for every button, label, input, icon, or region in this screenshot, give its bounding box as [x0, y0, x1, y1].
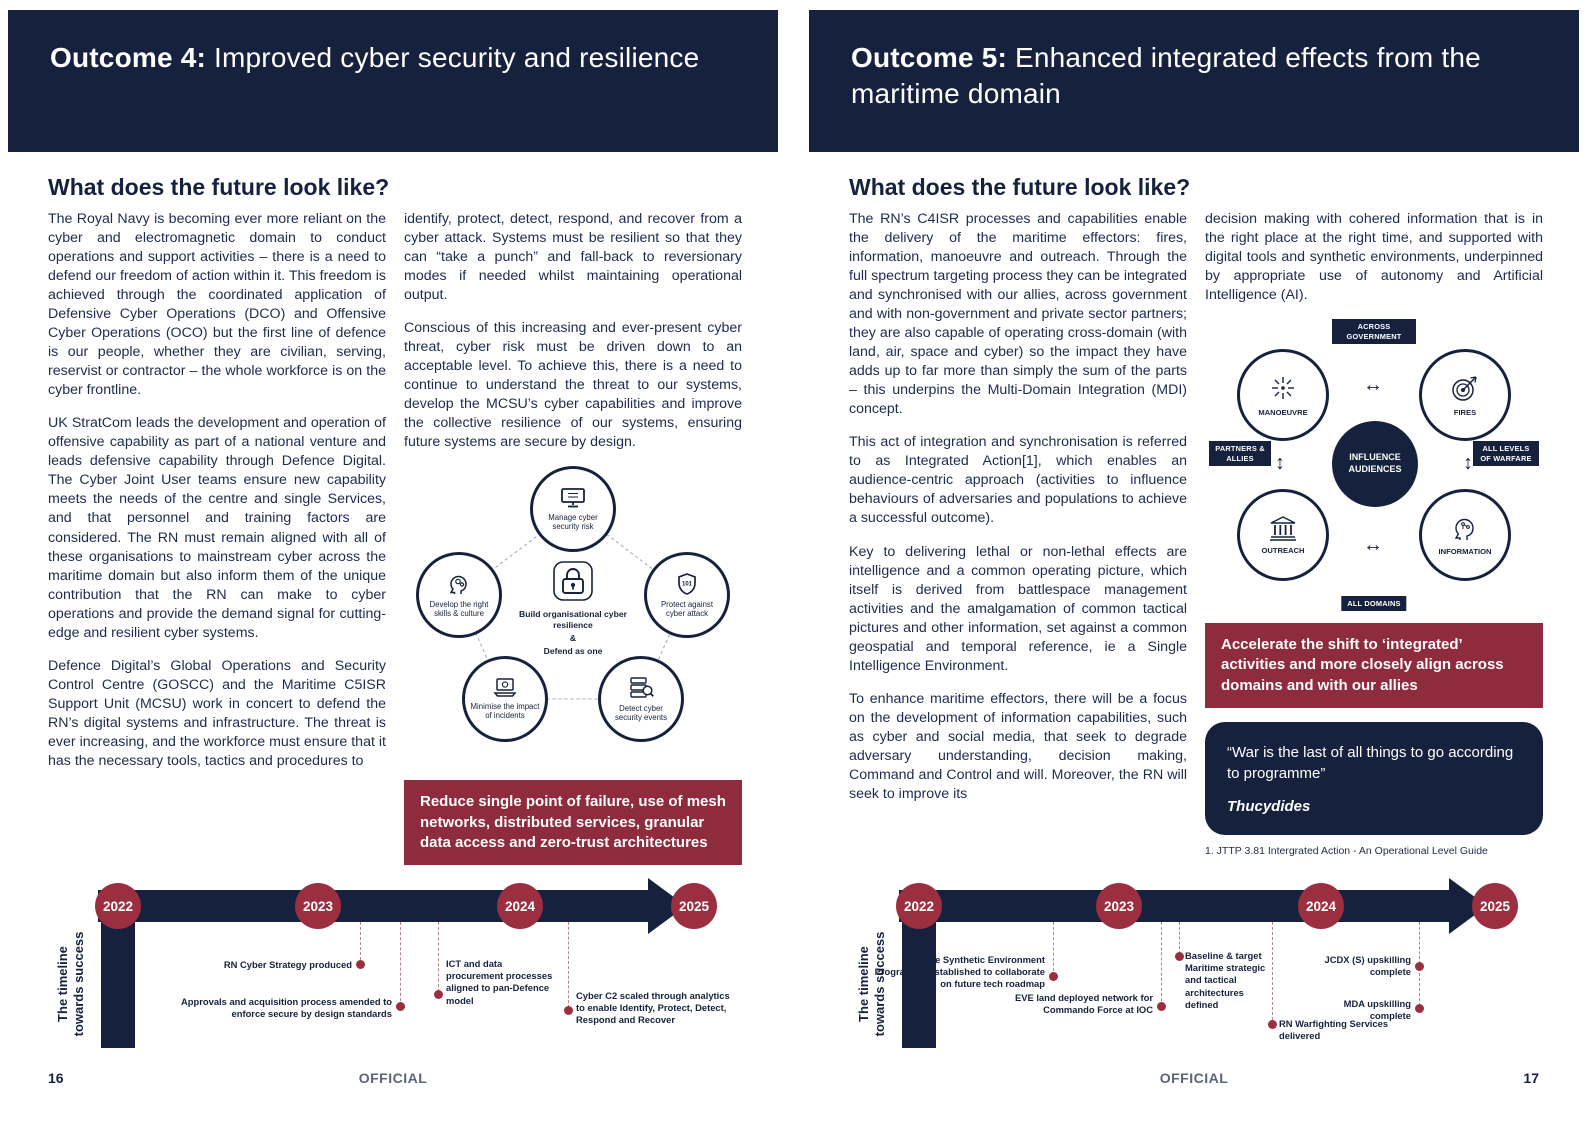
diagram-node-minimise-impact — [462, 656, 548, 742]
page-title-text: Improved cyber security and resilience — [214, 42, 700, 73]
diagram-node-label: INFORMATION — [1438, 547, 1492, 557]
diagram-edge-label-left: PARTNERS & ALLIES — [1209, 441, 1271, 466]
callout-box: Reduce single point of failure, use of mesh networks, distributed services, granular data access and zero-trust architectures — [404, 780, 742, 865]
horizontal-double-arrow-icon: ↔ — [1363, 534, 1383, 557]
milestone-dot — [1157, 1002, 1166, 1011]
column-2 — [404, 210, 742, 865]
diagram-edge-label-bottom: ALL DOMAINS — [1341, 596, 1406, 612]
milestone-connector — [360, 922, 361, 960]
timeline-year-2024: 2024 — [497, 883, 543, 929]
timeline-axis-label-line: The timeline — [55, 946, 70, 1022]
timeline-axis-label-line: towards success — [71, 931, 87, 1037]
paragraph: decision making with cohered information that is in the right place at the right time, and supported with digital tools and synthetic environments, underpinned by appropriate use of autonomy and Artificial Intelligence (AI). — [1205, 211, 1543, 304]
horizontal-double-arrow-icon: ↔ — [1363, 374, 1383, 397]
page-header-band — [8, 10, 778, 152]
timeline-axis-label-line: The timeline — [856, 946, 871, 1022]
milestone-dot — [356, 960, 365, 969]
timeline-year-2025: 2025 — [671, 883, 717, 929]
milestone-dot — [1415, 962, 1424, 971]
monitor-icon — [560, 487, 586, 512]
diagram-node-label: MANOEUVRE — [1258, 408, 1308, 418]
milestone-connector — [1419, 922, 1420, 964]
timeline-axis-label — [55, 904, 89, 1064]
diagram-node-protect-attack — [644, 552, 730, 638]
diagram-center-resilience — [513, 560, 633, 656]
paragraph: To enhance maritime effectors, there will be a focus on the development of information capabilities, such as cyber and social media, that seek to degrade adversary understanding, decision making, Command and Control and will. Moreover, the RN will seek to improve its — [849, 690, 1187, 802]
diagram-edge-label-right: ALL LEVELS OF WARFARE — [1473, 441, 1539, 466]
diagram-node-label: Manage cyber security risk — [548, 512, 598, 531]
page-title — [50, 40, 736, 76]
classification-label: OFFICIAL — [358, 1070, 428, 1086]
column-1 — [849, 210, 1187, 857]
timeline-milestone: Defence Synthetic Environment Programme established to collaborate on future tech roadmap — [874, 954, 1045, 990]
diagram-node-label: OUTREACH — [1261, 546, 1305, 556]
paragraph: Defence Digital’s Global Operations and Security Control Centre (GOSCC) and the Maritime C5ISR Support Unit (MCSU) work in concert to defend the RN’s digital systems and infrastructure. The threat is ever increasing, and the workforce must ensure that it has the necessary tools, tactics and procedures to — [48, 657, 386, 769]
milestone-connector — [1272, 922, 1273, 1020]
column-2 — [1205, 210, 1543, 857]
page-17 — [809, 0, 1579, 1122]
diagram-center-label: Build organisational cyber resilience — [519, 609, 627, 631]
vertical-double-arrow-icon: ↕ — [1463, 452, 1473, 475]
milestone-dot — [1268, 1020, 1277, 1029]
integrated-action-diagram — [1209, 319, 1539, 611]
bank-icon — [1268, 515, 1298, 543]
paragraph: Conscious of this increasing and ever-present cyber threat, cyber risk must be driven down to an acceptable level. To achieve this, there is a need to continue to understand the threat to our systems, develop the MCSU’s cyber capabilities and improve the collective resilience of our systems, ensuring future systems are secure by design. — [404, 320, 742, 451]
diagram-node-fires — [1419, 349, 1511, 441]
paragraph: This act of integration and synchronisation is referred to as Integrated Action[1], which enables an audience-centric approach (activities to influence behaviours of adversaries and populations to achieve a successful outcome). — [849, 434, 1187, 527]
milestone-connector — [1179, 922, 1180, 954]
section-heading: What does the future look like? — [48, 174, 390, 200]
milestone-dot — [564, 1006, 573, 1015]
paragraph: identify, protect, detect, respond, and recover from a cyber attack. Systems must be resilient so that they can “take a punch” and fall-back to reversionary modes if needed whilst maintaining operational output. — [404, 211, 742, 304]
milestone-connector — [400, 922, 401, 1006]
diagram-center-label: Defend as one — [543, 645, 603, 656]
diagram-node-label: Develop the right skills & culture — [429, 599, 489, 618]
shield-icon — [676, 572, 698, 599]
column-1 — [48, 210, 386, 865]
diagram-node-label: Detect cyber security events — [614, 703, 667, 722]
page-title — [851, 40, 1537, 113]
timeline-year-2022: 2022 — [95, 883, 141, 929]
body-columns — [849, 210, 1543, 857]
diagram-node-manage-cyber-risk — [530, 466, 616, 552]
timeline-year-2023: 2023 — [1096, 883, 1142, 929]
section-heading: What does the future look like? — [849, 174, 1191, 200]
milestone-connector — [438, 922, 439, 992]
timeline-bar — [899, 890, 1449, 922]
timeline-milestone: RN Warfighting Services delivered — [1279, 1018, 1389, 1042]
milestone-dot — [1049, 972, 1058, 981]
timeline-year-2024: 2024 — [1298, 883, 1344, 929]
diagram-node-detect-events — [598, 656, 684, 742]
milestone-connector — [1053, 922, 1054, 976]
timeline-milestone: ICT and data procurement processes aligned to pan-Defence model — [446, 958, 553, 1006]
classification-label: OFFICIAL — [1159, 1070, 1229, 1086]
svg-text:101: 101 — [681, 581, 693, 588]
paragraph: UK StratCom leads the development and operation of offensive capability as part of a national venture and leads defensive capability through Defence Digital. The Cyber Joint User teams ensure new capability meets the needs of the centre and single Services, and that personnel and training factors are considered. The RN must remain aligned with all of these organisations to mainstream cyber across the maritime domain but also inform them of the unique contribution that the RN can make to cyber operations and provide the demand signal for cutting-edge and resilient cyber systems. — [48, 415, 386, 641]
milestone-connector — [1419, 968, 1420, 1006]
diagram-node-label: Minimise the impact of incidents — [470, 702, 540, 721]
milestone-dot — [396, 1002, 405, 1011]
page-number: 16 — [48, 1070, 64, 1086]
timeline-year-2025: 2025 — [1472, 883, 1518, 929]
timeline-milestone: MDA upskilling complete — [1343, 998, 1411, 1022]
diagram-center-influence-audiences: INFLUENCE AUDIENCES — [1332, 421, 1418, 507]
diagram-edge-label-top: ACROSS GOVERNMENT — [1332, 319, 1416, 344]
timeline-milestone: Baseline & target Maritime strategic and tactical architectures defined — [1185, 950, 1266, 1010]
diagram-center-label: & — [569, 632, 577, 643]
vertical-double-arrow-icon: ↕ — [1275, 452, 1285, 475]
timeline-axis-label-line: towards success — [872, 931, 888, 1037]
milestone-connector — [1161, 922, 1162, 1006]
timeline-milestone: EVE land deployed network for Commando Force at IOC — [1014, 992, 1153, 1016]
diagram-node-skills-culture — [416, 552, 502, 638]
fireworks-icon — [1268, 373, 1298, 405]
head-gears-icon — [447, 572, 471, 599]
timeline-bar — [98, 890, 648, 922]
diagram-node-label: FIRES — [1453, 408, 1477, 418]
diagram-node-label: Protect against cyber attack — [660, 599, 713, 618]
diagram-node-outreach — [1237, 489, 1329, 581]
cyber-resilience-diagram — [404, 466, 742, 768]
timeline-milestone: RN Cyber Strategy produced — [223, 959, 352, 970]
diagram-node-manoeuvre — [1237, 349, 1329, 441]
page-header-band — [809, 10, 1579, 152]
page-16 — [8, 0, 778, 1122]
timeline-milestone: JCDX (S) upskilling complete — [1324, 954, 1411, 978]
page-title-text: Enhanced integrated effects from the maritime domain — [851, 42, 1481, 110]
head-circuit-icon — [1451, 514, 1479, 544]
quote-box — [1205, 722, 1543, 835]
paragraph: Key to delivering lethal or non-lethal effects are intelligence and a common operating picture, which itself is derived from battlespace management activities and the amalgamation of common tactical pictures and other information, set against a common geospatial and temporal reference, ie a Single Intelligence Environment. — [849, 543, 1187, 674]
target-icon — [1450, 373, 1480, 405]
body-columns — [48, 210, 742, 865]
milestone-dot — [1415, 1004, 1424, 1013]
timeline-milestone: Cyber C2 scaled through analytics to enable Identify, Protect, Detect, Respond and Recover — [576, 990, 730, 1026]
timeline-year-2022: 2022 — [896, 883, 942, 929]
diagram-node-information — [1419, 489, 1511, 581]
page-number: 17 — [1523, 1070, 1539, 1086]
paragraph: The RN’s C4ISR processes and capabilities enable the delivery of the maritime effectors: fires, information, manoeuvre and outreach. Through the full spectrum targeting process they can be integrated and synchronised with our allies, across government and with non-government and private sector partners; they are also capable of operating cross-domain (with land, air, space and cyber) so the impact they have adds up to far more than simply the sum of the parts – this underpins the Multi-Domain Integration (MDI) concept. — [849, 211, 1187, 418]
paragraph: The Royal Navy is becoming ever more reliant on the cyber and electromagnetic domain to conduct operations and support activities – there is a need to defend our freedom of action within it. This freedom is achieved through the coordinated application of Defensive Cyber Operations (DCO) and Offensive Cyber Operations (OCO) but the first line of defence is our people, whether they are civilian, serving, reservist or contractor – the whole workforce is on the cyber frontline. — [48, 211, 386, 399]
page-title-prefix: Outcome 5: — [851, 42, 1008, 73]
milestone-dot — [434, 990, 443, 999]
timeline-year-2023: 2023 — [295, 883, 341, 929]
laptop-icon — [492, 677, 518, 701]
milestone-connector — [568, 922, 569, 1008]
padlock-icon — [552, 560, 594, 607]
page-title-prefix: Outcome 4: — [50, 42, 207, 73]
server-search-icon — [628, 676, 654, 703]
quote-text: “War is the last of all things to go according to programme” — [1227, 743, 1514, 782]
timeline-outcome4 — [40, 872, 752, 1076]
milestone-dot — [1175, 952, 1184, 961]
timeline-milestone: Approvals and acquisition process amended to enforce secure by design standards — [181, 996, 392, 1020]
callout-box: Accelerate the shift to ‘integrated’ activities and more closely align across domains and with our allies — [1205, 623, 1543, 708]
quote-attribution: Thucydides — [1227, 797, 1311, 815]
footnote: 1. JTTP 3.81 Intergrated Action - An Operational Level Guide — [1205, 844, 1488, 857]
timeline-outcome5 — [841, 872, 1553, 1076]
